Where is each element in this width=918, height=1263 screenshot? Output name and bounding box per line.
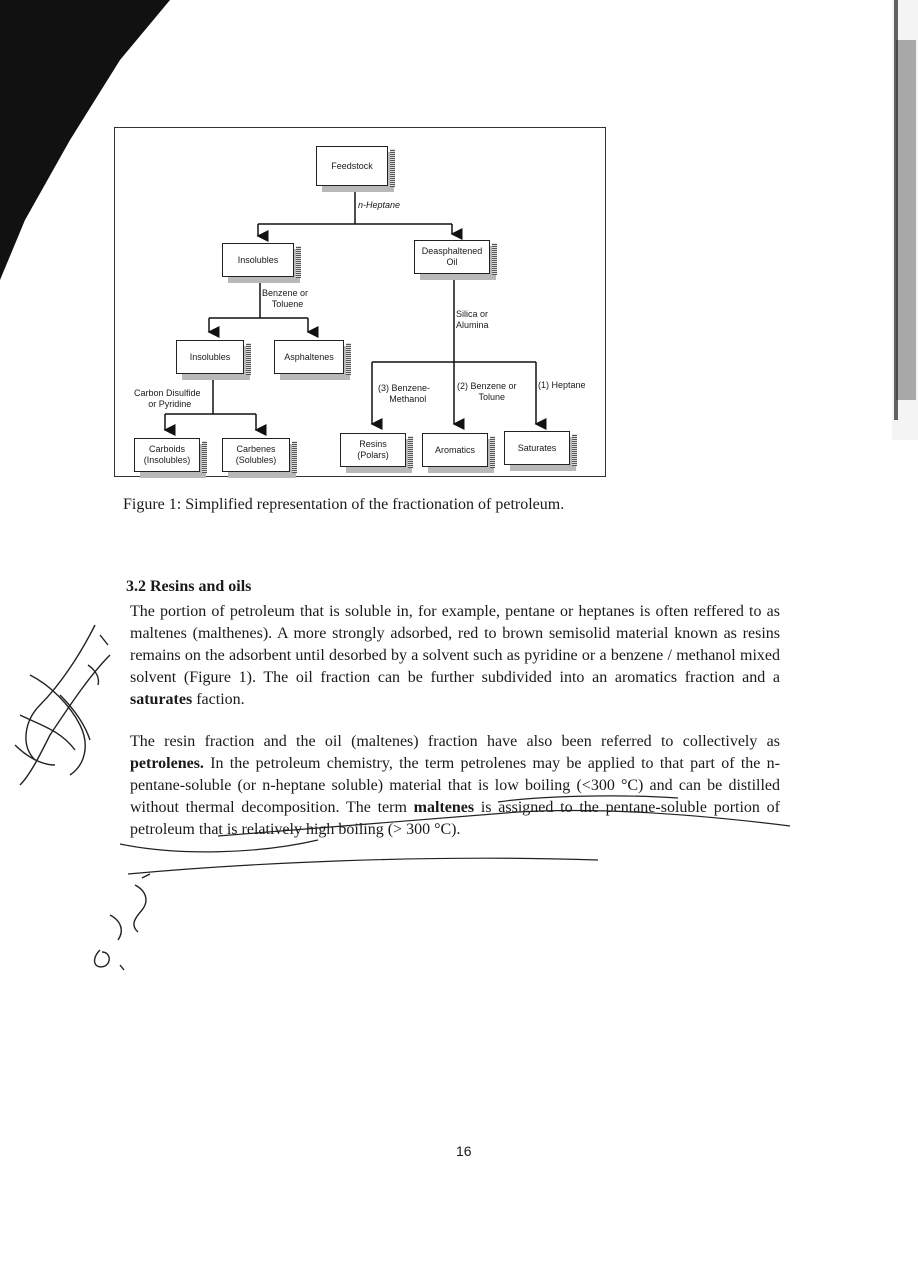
edge-label-n-heptane: n-Heptane [358, 200, 401, 210]
handwritten-underline-marks [118, 784, 798, 880]
node-deasphaltened-oil: Deasphaltened Oil [414, 240, 490, 274]
edge-label-silica-alumina: Silica or Alumina [456, 309, 489, 330]
node-carboids: Carboids (Insolubles) [134, 438, 200, 472]
edge-label-benzene-methanol: (3) Benzene- Methanol [378, 383, 431, 404]
node-carbenes: Carbenes (Solubles) [222, 438, 290, 472]
edge-label-carbon-disulfide: Carbon Disulfide or Pyridine [134, 388, 201, 409]
node-resins: Resins (Polars) [340, 433, 406, 467]
node-saturates: Saturates [504, 431, 570, 465]
node-asphaltenes: Asphaltenes [274, 340, 344, 374]
page-number: 16 [456, 1143, 472, 1159]
node-insolubles-mid: Insolubles [176, 340, 244, 374]
figure-caption: Figure 1: Simplified representation of the fractionation of petroleum. [123, 496, 565, 513]
edge-label-benzene-tolune: (2) Benzene or Tolune [457, 381, 517, 402]
handwritten-note-bottom [90, 870, 170, 980]
paragraph-1: The portion of petroleum that is soluble in, for example, pentane or heptanes is often reffered to as maltenes (malthenes). A more strongly adsorbed, red to brown semisolid material known as resins remains on the adsorbent until desorbed by a solvent such as pyridine or a benzene / methanol mixed solvent (Figure 1). The oil fraction can be further subdivided into an aromatics fraction and a saturates faction. [130, 603, 780, 708]
node-aromatics: Aromatics [422, 433, 488, 467]
edge-label-heptane: (1) Heptane [538, 380, 586, 390]
handwritten-annotation-left [0, 615, 135, 805]
edge-label-benzene-toluene: Benzene or Toluene [262, 288, 309, 309]
scan-edge-strip [884, 0, 918, 440]
node-insolubles-top: Insolubles [222, 243, 294, 277]
section-title: 3.2 Resins and oils [126, 578, 252, 595]
paragraph-2: The resin fraction and the oil (maltenes) fraction have also been referred to collectively as petrolenes. In the petroleum chemistry, the term petrolenes may be applied to that part of the n-pentane-soluble (or n-heptane soluble) material that is low boiling (<300 °C) and can be distilled without thermal decomposition. The term maltenes is assigned to the pentane-soluble portion of petroleum that is relatively high boiling (> 300 °C). [130, 733, 781, 838]
node-feedstock: Feedstock [316, 146, 388, 186]
